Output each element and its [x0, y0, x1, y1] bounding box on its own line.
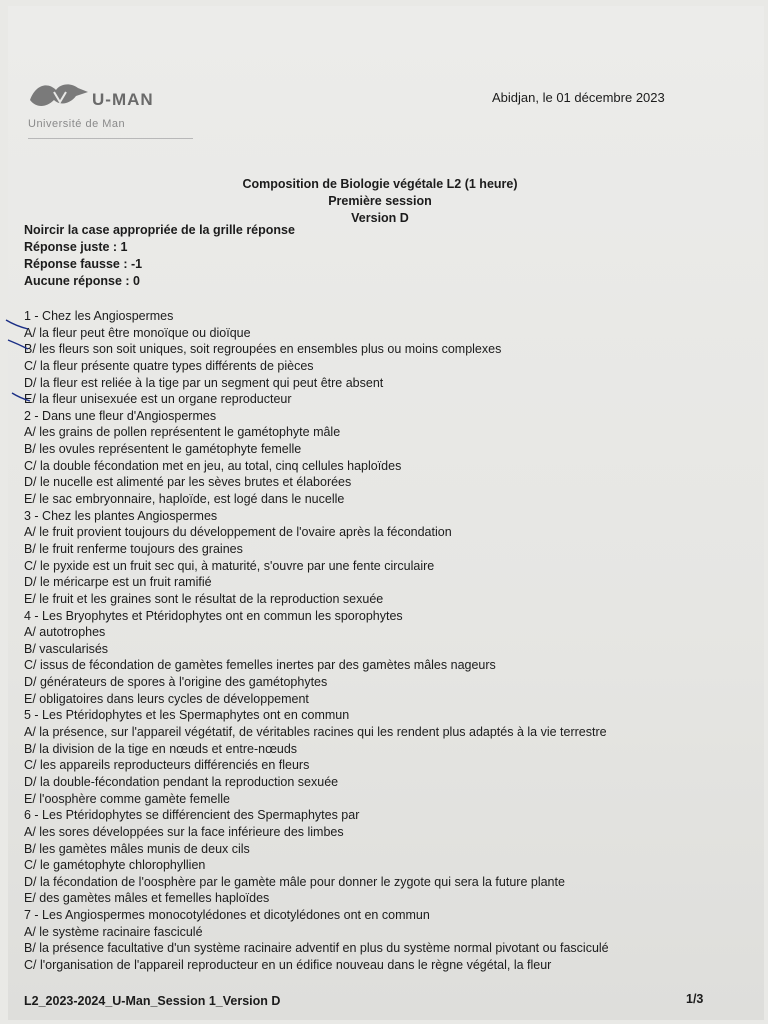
question-heading: 7 - Les Angiospermes monocotylédones et dicotylédones ont en commun — [24, 908, 430, 923]
title-line-1: Composition de Biologie végétale L2 (1 heure) — [242, 177, 518, 191]
instruction-line: Réponse fausse : -1 — [24, 257, 143, 271]
answer-option: D/ la fleur est reliée à la tige par un segment qui peut être absent — [24, 375, 384, 390]
answer-option: D/ la double-fécondation pendant la reproduction sexuée — [24, 774, 339, 789]
answer-option: B/ la présence facultative d'un système racinaire adventif en plus du système normal pivotant ou fasciculé — [24, 941, 609, 956]
answer-option: A/ autotrophes — [24, 625, 106, 640]
title-line-2: Première session — [328, 194, 432, 208]
answer-option: C/ la double fécondation met en jeu, au total, cinq cellules haploïdes — [24, 458, 402, 473]
answer-option: A/ la fleur peut être monoïque ou dioïque — [24, 325, 251, 340]
answer-option: C/ les appareils reproducteurs différenciés en fleurs — [24, 758, 310, 773]
answer-option: E/ le sac embryonnaire, haploïde, est logé dans le nucelle — [24, 492, 345, 507]
title-line-3: Version D — [351, 211, 409, 225]
answer-option: E/ des gamètes mâles et femelles haploïdes — [24, 891, 270, 906]
instruction-line: Noircir la case appropriée de la grille réponse — [24, 223, 295, 237]
answer-option: B/ le fruit renferme toujours des graines — [24, 541, 243, 556]
answer-option: B/ vascularisés — [24, 641, 109, 656]
question-heading: 3 - Chez les plantes Angiospermes — [24, 508, 218, 523]
answer-option: C/ issus de fécondation de gamètes femelles inertes par des gamètes mâles nageurs — [24, 658, 496, 673]
question-list — [24, 308, 724, 974]
pen-mark-1b — [6, 338, 30, 352]
instructions — [24, 222, 295, 290]
answer-option: C/ le pyxide est un fruit sec qui, à maturité, s'ouvre par une fente circulaire — [24, 558, 435, 573]
question-heading: 6 - Les Ptéridophytes se différencient des Spermaphytes par — [24, 808, 360, 823]
answer-option: B/ les fleurs son soit uniques, soit regroupées en ensembles plus ou moins complexes — [24, 342, 502, 357]
answer-option: A/ la présence, sur l'appareil végétatif, de véritables racines qui les rendent plus adaptés à la vie terrestre — [24, 725, 607, 740]
logo-subtext: Université de Man — [28, 118, 126, 130]
answer-option: A/ le système racinaire fasciculé — [24, 924, 203, 939]
question-heading: 2 - Dans une fleur d'Angiospermes — [24, 408, 217, 423]
instruction-line: Réponse juste : 1 — [24, 240, 128, 254]
logo-emblem-icon — [26, 78, 92, 114]
answer-option: D/ le méricarpe est un fruit ramifié — [24, 575, 212, 590]
answer-option: E/ obligatoires dans leurs cycles de développement — [24, 691, 309, 706]
question-heading: 5 - Les Ptéridophytes et les Spermaphytes ont en commun — [24, 708, 350, 723]
logo-divider — [28, 138, 193, 139]
pen-mark-1e — [10, 390, 32, 404]
answer-option: C/ l'organisation de l'appareil reproducteur en un édifice nouveau dans le règne végétal, la fleur — [24, 957, 552, 972]
exam-title — [200, 176, 560, 227]
page-number: 1/3 — [686, 992, 704, 1006]
answer-option: E/ l'oosphère comme gamète femelle — [24, 791, 230, 806]
university-logo — [26, 78, 196, 148]
answer-option: E/ le fruit et les graines sont le résultat de la reproduction sexuée — [24, 591, 384, 606]
answer-option: C/ la fleur présente quatre types différents de pièces — [24, 358, 314, 373]
logo-text: U-MAN — [92, 90, 154, 109]
answer-option: B/ les ovules représentent le gamétophyte femelle — [24, 442, 302, 457]
answer-option: D/ le nucelle est alimenté par les sèves brutes et élaborées — [24, 475, 352, 490]
question-heading: 1 - Chez les Angiospermes — [24, 309, 174, 323]
answer-option: D/ générateurs de spores à l'origine des gamétophytes — [24, 675, 328, 690]
answer-option: A/ les grains de pollen représentent le gamétophyte mâle — [24, 425, 341, 440]
answer-option: C/ le gamétophyte chlorophyllien — [24, 858, 206, 873]
footer-code: L2_2023-2024_U-Man_Session 1_Version D — [24, 994, 281, 1008]
answer-option: D/ la fécondation de l'oosphère par le gamète mâle pour donner le zygote qui sera la future plante — [24, 874, 565, 889]
answer-option: A/ le fruit provient toujours du développement de l'ovaire après la fécondation — [24, 525, 452, 540]
question-heading: 4 - Les Bryophytes et Ptéridophytes ont en commun les sporophytes — [24, 608, 403, 623]
answer-option: B/ les gamètes mâles munis de deux cils — [24, 841, 250, 856]
answer-option: B/ la division de la tige en nœuds et entre-nœuds — [24, 741, 298, 756]
pen-mark-1a — [4, 318, 30, 332]
answer-option: A/ les sores développées sur la face inférieure des limbes — [24, 824, 344, 839]
dateline: Abidjan, le 01 décembre 2023 — [492, 90, 665, 105]
instruction-line: Aucune réponse : 0 — [24, 274, 140, 288]
answer-option: E/ la fleur unisexuée est un organe reproducteur — [24, 392, 292, 407]
